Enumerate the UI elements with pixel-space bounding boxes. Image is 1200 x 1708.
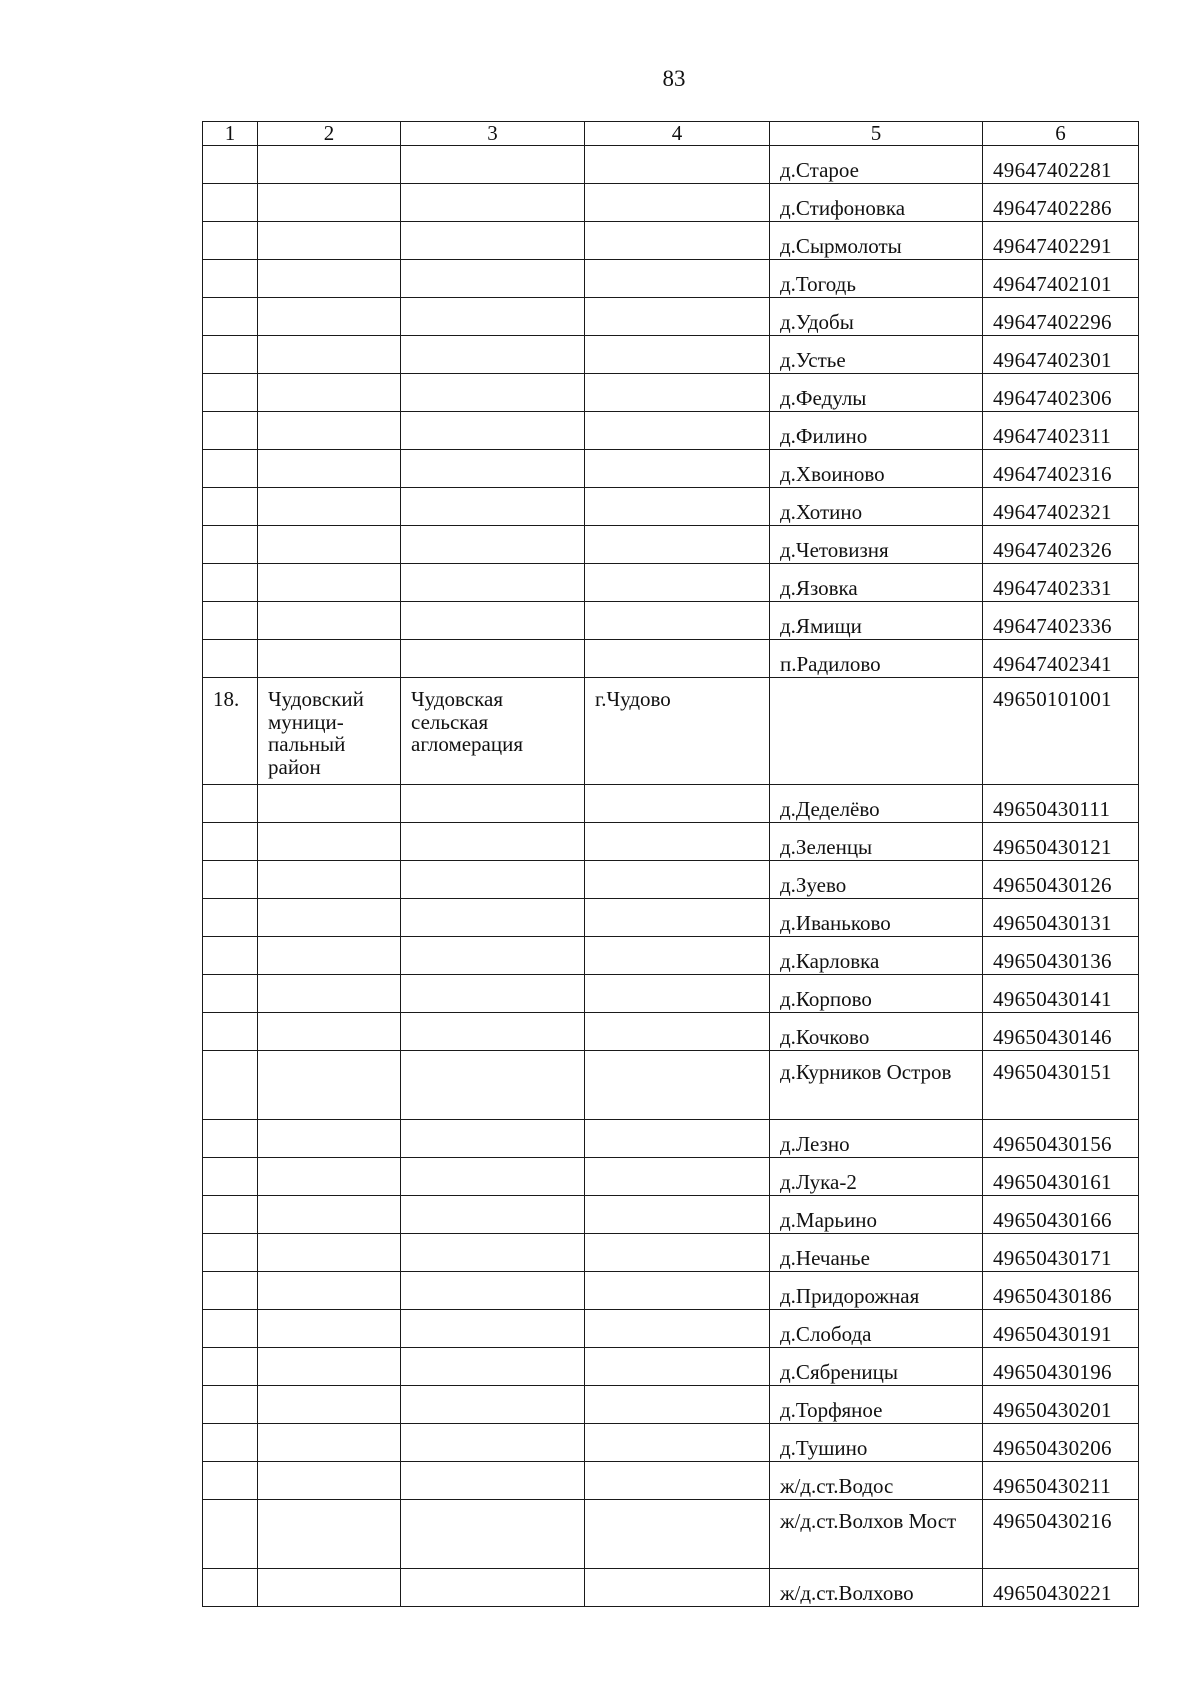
table-row bbox=[203, 1569, 1139, 1607]
empty-cell bbox=[258, 374, 401, 412]
table-row bbox=[203, 1348, 1139, 1386]
empty-cell bbox=[585, 1424, 770, 1462]
empty-cell bbox=[258, 146, 401, 184]
empty-cell bbox=[203, 412, 258, 450]
empty-cell bbox=[585, 412, 770, 450]
empty-cell bbox=[401, 899, 585, 937]
column-header: 5 bbox=[770, 122, 983, 146]
empty-cell bbox=[585, 184, 770, 222]
settlement-name: д.Корпово bbox=[770, 975, 983, 1013]
empty-cell bbox=[203, 899, 258, 937]
empty-cell bbox=[203, 823, 258, 861]
oktmo-code: 49650430196 bbox=[983, 1348, 1139, 1386]
empty-cell bbox=[585, 785, 770, 823]
empty-cell bbox=[401, 1158, 585, 1196]
empty-cell bbox=[401, 222, 585, 260]
empty-cell bbox=[258, 1462, 401, 1500]
empty-cell bbox=[585, 222, 770, 260]
empty-cell bbox=[203, 640, 258, 678]
settlement-name: д.Лезно bbox=[770, 1120, 983, 1158]
empty-cell bbox=[203, 260, 258, 298]
settlement-name: д.Язовка bbox=[770, 564, 983, 602]
empty-cell bbox=[203, 526, 258, 564]
row-number: 18. bbox=[203, 678, 258, 785]
empty-cell bbox=[203, 564, 258, 602]
empty-cell bbox=[401, 1569, 585, 1607]
oktmo-code: 49650430216 bbox=[983, 1500, 1139, 1569]
empty-cell bbox=[203, 602, 258, 640]
settlement-name: д.Ямищи bbox=[770, 602, 983, 640]
settlement-name: д.Филино bbox=[770, 412, 983, 450]
district-name-line: район bbox=[268, 755, 321, 780]
empty-cell bbox=[401, 1310, 585, 1348]
empty-cell bbox=[401, 975, 585, 1013]
settlement-name: д.Иваньково bbox=[770, 899, 983, 937]
empty-cell bbox=[203, 336, 258, 374]
table-row bbox=[203, 412, 1139, 450]
agglomeration-name bbox=[401, 678, 585, 785]
oktmo-code: 49650430161 bbox=[983, 1158, 1139, 1196]
oktmo-code: 49647402336 bbox=[983, 602, 1139, 640]
table-row bbox=[203, 184, 1139, 222]
column-header: 1 bbox=[203, 122, 258, 146]
agglomeration-name-line: агломерация bbox=[411, 732, 524, 757]
registry-table-body bbox=[203, 122, 1139, 1607]
settlement-name: ж/д.ст.Волхов Мост bbox=[770, 1500, 983, 1569]
empty-cell bbox=[258, 260, 401, 298]
empty-cell bbox=[258, 1386, 401, 1424]
empty-cell bbox=[258, 785, 401, 823]
empty-cell bbox=[258, 298, 401, 336]
empty-cell bbox=[401, 260, 585, 298]
empty-cell bbox=[585, 1051, 770, 1120]
oktmo-code: 49647402341 bbox=[983, 640, 1139, 678]
oktmo-code: 49650430141 bbox=[983, 975, 1139, 1013]
empty-cell bbox=[401, 1424, 585, 1462]
empty-cell bbox=[585, 823, 770, 861]
empty-cell bbox=[401, 1120, 585, 1158]
table-row bbox=[203, 564, 1139, 602]
empty-cell bbox=[258, 222, 401, 260]
oktmo-code: 49650430166 bbox=[983, 1196, 1139, 1234]
empty-cell bbox=[258, 975, 401, 1013]
empty-cell bbox=[401, 184, 585, 222]
empty-cell bbox=[585, 1234, 770, 1272]
empty-cell bbox=[203, 1462, 258, 1500]
empty-cell bbox=[203, 1120, 258, 1158]
empty-cell bbox=[203, 1051, 258, 1120]
oktmo-code: 49650430136 bbox=[983, 937, 1139, 975]
empty-cell bbox=[258, 184, 401, 222]
district-name-line: муници- bbox=[268, 709, 344, 734]
empty-cell bbox=[401, 602, 585, 640]
table-row bbox=[203, 450, 1139, 488]
empty-cell bbox=[203, 1386, 258, 1424]
table-row bbox=[203, 526, 1139, 564]
empty-cell bbox=[203, 861, 258, 899]
table-row bbox=[203, 222, 1139, 260]
empty-cell bbox=[203, 1310, 258, 1348]
empty-cell bbox=[203, 374, 258, 412]
empty-cell bbox=[401, 412, 585, 450]
empty-cell bbox=[401, 450, 585, 488]
table-row bbox=[203, 823, 1139, 861]
oktmo-code: 49650430191 bbox=[983, 1310, 1139, 1348]
column-header: 6 bbox=[983, 122, 1139, 146]
empty-cell bbox=[585, 975, 770, 1013]
table-row bbox=[203, 785, 1139, 823]
settlement-name: д.Придорожная bbox=[770, 1272, 983, 1310]
empty-cell bbox=[401, 1013, 585, 1051]
oktmo-code: 49647402296 bbox=[983, 298, 1139, 336]
empty-cell bbox=[258, 861, 401, 899]
empty-cell bbox=[203, 146, 258, 184]
oktmo-code: 49650430131 bbox=[983, 899, 1139, 937]
empty-cell bbox=[401, 1386, 585, 1424]
oktmo-code: 49647402101 bbox=[983, 260, 1139, 298]
empty-cell bbox=[258, 1424, 401, 1462]
oktmo-code: 49650430121 bbox=[983, 823, 1139, 861]
settlement-name: п.Радилово bbox=[770, 640, 983, 678]
empty-cell bbox=[203, 1158, 258, 1196]
settlement-name: ж/д.ст.Волхово bbox=[770, 1569, 983, 1607]
settlement-name: д.Кочково bbox=[770, 1013, 983, 1051]
oktmo-code: 49650430211 bbox=[983, 1462, 1139, 1500]
empty-cell bbox=[585, 937, 770, 975]
table-row bbox=[203, 488, 1139, 526]
group-row-18 bbox=[203, 678, 1139, 785]
table-row bbox=[203, 1158, 1139, 1196]
column-header: 2 bbox=[258, 122, 401, 146]
settlement-name: д.Торфяное bbox=[770, 1386, 983, 1424]
empty-cell bbox=[258, 450, 401, 488]
empty-cell bbox=[258, 1272, 401, 1310]
settlement-name: д.Деделёво bbox=[770, 785, 983, 823]
empty-cell bbox=[203, 488, 258, 526]
oktmo-code: 49647402281 bbox=[983, 146, 1139, 184]
oktmo-code: 49647402311 bbox=[983, 412, 1139, 450]
empty-cell bbox=[203, 1424, 258, 1462]
empty-cell bbox=[203, 1500, 258, 1569]
settlement-name: д.Зеленцы bbox=[770, 823, 983, 861]
oktmo-code: 49647402316 bbox=[983, 450, 1139, 488]
oktmo-code: 49647402291 bbox=[983, 222, 1139, 260]
oktmo-code: 49647402321 bbox=[983, 488, 1139, 526]
settlement-name: д.Стифоновка bbox=[770, 184, 983, 222]
empty-cell bbox=[258, 937, 401, 975]
empty-cell bbox=[203, 184, 258, 222]
table-row bbox=[203, 899, 1139, 937]
empty-cell bbox=[585, 640, 770, 678]
empty-cell bbox=[401, 785, 585, 823]
registry-table bbox=[202, 121, 1139, 1607]
empty-cell bbox=[585, 1500, 770, 1569]
oktmo-code: 49647402331 bbox=[983, 564, 1139, 602]
settlement-name: д.Нечанье bbox=[770, 1234, 983, 1272]
empty-cell bbox=[585, 488, 770, 526]
settlement-name: д.Марьино bbox=[770, 1196, 983, 1234]
oktmo-code: 49647402286 bbox=[983, 184, 1139, 222]
empty-cell bbox=[258, 1158, 401, 1196]
empty-cell bbox=[585, 1569, 770, 1607]
table-row bbox=[203, 1051, 1139, 1120]
empty-cell bbox=[258, 564, 401, 602]
empty-cell bbox=[585, 336, 770, 374]
empty-cell bbox=[401, 374, 585, 412]
page-number: 83 bbox=[662, 66, 686, 91]
settlement-name: д.Сябреницы bbox=[770, 1348, 983, 1386]
table-row bbox=[203, 1424, 1139, 1462]
empty-cell bbox=[203, 1013, 258, 1051]
empty-cell bbox=[401, 1051, 585, 1120]
empty-cell bbox=[401, 564, 585, 602]
empty-cell bbox=[203, 785, 258, 823]
settlement-name: д.Слобода bbox=[770, 1310, 983, 1348]
empty-cell bbox=[258, 1013, 401, 1051]
empty-cell bbox=[203, 298, 258, 336]
empty-cell bbox=[203, 975, 258, 1013]
settlement-name: д.Курников Остров bbox=[770, 1051, 983, 1120]
empty-cell bbox=[585, 861, 770, 899]
empty-cell bbox=[585, 899, 770, 937]
oktmo-code: 49650430206 bbox=[983, 1424, 1139, 1462]
oktmo-code: 49647402306 bbox=[983, 374, 1139, 412]
empty-cell bbox=[203, 937, 258, 975]
agglomeration-name-line: Чудовская bbox=[411, 687, 503, 711]
empty-cell bbox=[401, 1272, 585, 1310]
empty-cell bbox=[585, 526, 770, 564]
table-row bbox=[203, 1013, 1139, 1051]
empty-cell bbox=[401, 1500, 585, 1569]
empty-cell bbox=[585, 1310, 770, 1348]
district-name-line: Чудовский bbox=[268, 687, 364, 711]
oktmo-code: 49647402301 bbox=[983, 336, 1139, 374]
table-row bbox=[203, 1386, 1139, 1424]
empty-cell bbox=[585, 1462, 770, 1500]
empty-cell bbox=[585, 146, 770, 184]
empty-cell bbox=[203, 222, 258, 260]
settlement-name: д.Карловка bbox=[770, 937, 983, 975]
table-row bbox=[203, 260, 1139, 298]
empty-cell bbox=[258, 823, 401, 861]
table-row bbox=[203, 374, 1139, 412]
empty-cell bbox=[401, 526, 585, 564]
empty-cell bbox=[258, 488, 401, 526]
empty-cell bbox=[258, 1051, 401, 1120]
empty-cell bbox=[258, 412, 401, 450]
table-row bbox=[203, 298, 1139, 336]
oktmo-code: 49650430126 bbox=[983, 861, 1139, 899]
empty-cell bbox=[203, 1569, 258, 1607]
empty-cell bbox=[401, 640, 585, 678]
table-row bbox=[203, 1500, 1139, 1569]
table-row bbox=[203, 937, 1139, 975]
center-city: г.Чудово bbox=[585, 678, 770, 785]
empty-cell bbox=[203, 450, 258, 488]
table-row bbox=[203, 1272, 1139, 1310]
oktmo-code: 49650430111 bbox=[983, 785, 1139, 823]
settlement-name: д.Хвоиново bbox=[770, 450, 983, 488]
empty-cell bbox=[585, 1272, 770, 1310]
empty-cell bbox=[585, 564, 770, 602]
empty-cell bbox=[203, 1348, 258, 1386]
settlement-name: д.Сырмолоты bbox=[770, 222, 983, 260]
district-name-line: пальный bbox=[268, 732, 346, 757]
oktmo-code: 49650101001 bbox=[983, 678, 1139, 785]
empty-cell bbox=[585, 602, 770, 640]
settlement-name: д.Тогодь bbox=[770, 260, 983, 298]
table-row bbox=[203, 146, 1139, 184]
table-row bbox=[203, 1120, 1139, 1158]
settlement-name: д.Старое bbox=[770, 146, 983, 184]
empty-cell bbox=[203, 1272, 258, 1310]
empty-cell bbox=[585, 1120, 770, 1158]
table-row bbox=[203, 640, 1139, 678]
settlement-name: д.Лука-2 bbox=[770, 1158, 983, 1196]
settlement-name: д.Четовизня bbox=[770, 526, 983, 564]
settlement-name: д.Устье bbox=[770, 336, 983, 374]
oktmo-code: 49650430171 bbox=[983, 1234, 1139, 1272]
table-row bbox=[203, 1462, 1139, 1500]
empty-cell bbox=[585, 260, 770, 298]
empty-cell bbox=[401, 298, 585, 336]
empty-cell bbox=[258, 640, 401, 678]
oktmo-code: 49650430156 bbox=[983, 1120, 1139, 1158]
empty-cell bbox=[258, 1234, 401, 1272]
empty-cell bbox=[585, 1158, 770, 1196]
oktmo-code: 49647402326 bbox=[983, 526, 1139, 564]
oktmo-code: 49650430146 bbox=[983, 1013, 1139, 1051]
empty-cell bbox=[401, 146, 585, 184]
empty-cell bbox=[585, 1196, 770, 1234]
empty-cell bbox=[401, 336, 585, 374]
empty-cell bbox=[258, 1310, 401, 1348]
empty-cell bbox=[258, 1196, 401, 1234]
empty-cell bbox=[258, 336, 401, 374]
table-row bbox=[203, 602, 1139, 640]
empty-cell bbox=[401, 937, 585, 975]
empty-cell bbox=[401, 1462, 585, 1500]
agglomeration-name-line: сельская bbox=[411, 709, 489, 734]
oktmo-code: 49650430201 bbox=[983, 1386, 1139, 1424]
empty-cell bbox=[401, 1348, 585, 1386]
table-row bbox=[203, 1310, 1139, 1348]
table-row bbox=[203, 336, 1139, 374]
empty-cell bbox=[258, 1120, 401, 1158]
settlement-name: д.Зуево bbox=[770, 861, 983, 899]
empty-cell bbox=[585, 1386, 770, 1424]
empty-cell bbox=[585, 374, 770, 412]
empty-cell bbox=[585, 298, 770, 336]
settlement-name: д.Тушино bbox=[770, 1424, 983, 1462]
empty-cell bbox=[258, 1500, 401, 1569]
empty-cell bbox=[203, 1196, 258, 1234]
empty-cell bbox=[401, 823, 585, 861]
empty-cell bbox=[401, 861, 585, 899]
empty-cell bbox=[258, 899, 401, 937]
empty-cell bbox=[585, 450, 770, 488]
oktmo-code: 49650430151 bbox=[983, 1051, 1139, 1120]
empty-cell bbox=[258, 602, 401, 640]
empty-cell bbox=[258, 1348, 401, 1386]
table-row bbox=[203, 975, 1139, 1013]
oktmo-code: 49650430221 bbox=[983, 1569, 1139, 1607]
empty-cell bbox=[258, 526, 401, 564]
settlement-name: д.Хотино bbox=[770, 488, 983, 526]
empty-cell bbox=[585, 1348, 770, 1386]
column-header: 4 bbox=[585, 122, 770, 146]
table-row bbox=[203, 1234, 1139, 1272]
settlement-name: ж/д.ст.Водос bbox=[770, 1462, 983, 1500]
empty-cell bbox=[401, 488, 585, 526]
empty-cell bbox=[770, 678, 983, 785]
settlement-name: д.Удобы bbox=[770, 298, 983, 336]
settlement-name: д.Федулы bbox=[770, 374, 983, 412]
table-row bbox=[203, 1196, 1139, 1234]
district-name bbox=[258, 678, 401, 785]
empty-cell bbox=[401, 1196, 585, 1234]
empty-cell bbox=[258, 1569, 401, 1607]
table-header-row bbox=[203, 122, 1139, 146]
column-header: 3 bbox=[401, 122, 585, 146]
oktmo-code: 49650430186 bbox=[983, 1272, 1139, 1310]
table-row bbox=[203, 861, 1139, 899]
empty-cell bbox=[585, 1013, 770, 1051]
empty-cell bbox=[203, 1234, 258, 1272]
empty-cell bbox=[401, 1234, 585, 1272]
